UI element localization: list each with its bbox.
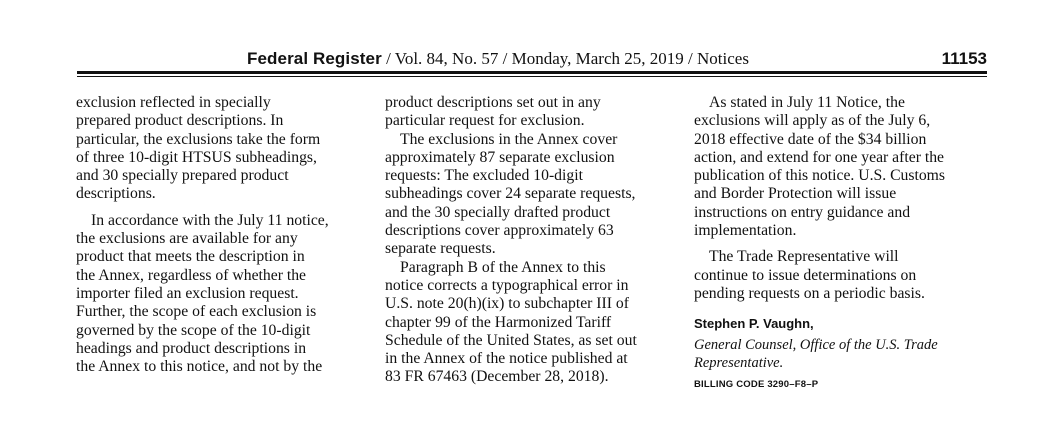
publication-name: Federal Register bbox=[247, 49, 382, 68]
text-line: in the Annex of the notice published at bbox=[385, 350, 628, 368]
running-header bbox=[77, 47, 987, 71]
text-line: The Trade Representative will bbox=[709, 248, 899, 266]
text-line: publication of this notice. U.S. Customs bbox=[694, 167, 945, 185]
paragraph bbox=[76, 212, 366, 377]
paragraph bbox=[694, 94, 986, 240]
text-line: Schedule of the United States, as set out bbox=[385, 331, 637, 349]
text-line: chapter 99 of the Harmonized Tariff bbox=[385, 313, 612, 331]
text-line: Paragraph B of the Annex to this bbox=[400, 258, 606, 276]
text-line: In accordance with the July 11 notice, bbox=[91, 211, 329, 229]
text-line: the Annex to this notice, and not by the bbox=[76, 358, 323, 376]
issue-date: Monday, March 25, 2019 bbox=[511, 49, 684, 68]
text-line: prepared product descriptions. In bbox=[76, 112, 284, 130]
page-number: 11153 bbox=[941, 49, 987, 68]
header-rule-thin bbox=[77, 76, 987, 77]
text-line: pending requests on a periodic basis. bbox=[694, 284, 925, 302]
text-line: 83 FR 67463 (December 28, 2018). bbox=[385, 368, 609, 386]
text-line: requests: The excluded 10-digit bbox=[385, 167, 583, 185]
text-line: product descriptions set out in any bbox=[385, 94, 601, 111]
text-line: descriptions cover approximately 63 bbox=[385, 222, 614, 240]
section-name: Notices bbox=[697, 49, 749, 68]
text-line: particular request for exclusion. bbox=[385, 112, 585, 130]
paragraph bbox=[694, 248, 986, 303]
text-line: exclusions will apply as of the July 6, bbox=[694, 112, 931, 130]
paragraph bbox=[385, 259, 680, 387]
billing-code: BILLING CODE 3290–F8–P bbox=[694, 379, 819, 391]
text-line: approximately 87 separate exclusion bbox=[385, 148, 615, 166]
text-column-3 bbox=[694, 94, 986, 392]
volume-info: Vol. 84, No. 57 bbox=[394, 49, 499, 68]
signatory-title-line: Representative. bbox=[694, 354, 784, 371]
text-line: exclusion reflected in specially bbox=[76, 94, 271, 111]
text-line: of three 10-digit HTSUS subheadings, bbox=[76, 148, 317, 166]
text-line: 2018 effective date of the $34 billion bbox=[694, 130, 927, 148]
paragraph bbox=[76, 94, 366, 204]
text-line: As stated in July 11 Notice, the bbox=[709, 94, 905, 111]
signatory-title-line: General Counsel, Office of the U.S. Trade bbox=[694, 337, 938, 354]
text-line: continue to issue determinations on bbox=[694, 266, 917, 284]
text-line: the exclusions are available for any bbox=[76, 230, 298, 248]
text-line: separate requests. bbox=[385, 240, 496, 258]
text-line: importer filed an exclusion request. bbox=[76, 284, 299, 302]
text-line: and Border Protection will issue bbox=[694, 185, 897, 203]
signatory-name: Stephen P. Vaughn, bbox=[694, 316, 814, 332]
paragraph bbox=[385, 131, 680, 259]
header-rule-thick bbox=[77, 71, 987, 74]
signatory-title bbox=[694, 337, 986, 372]
text-line: subheadings cover 24 separate requests, bbox=[385, 185, 636, 203]
text-line: headings and product descriptions in bbox=[76, 339, 307, 357]
text-line: governed by the scope of the 10-digit bbox=[76, 321, 311, 339]
text-line: Further, the scope of each exclusion is bbox=[76, 303, 317, 321]
text-line: and 30 specially prepared product bbox=[76, 167, 289, 185]
text-line: The exclusions in the Annex cover bbox=[400, 130, 618, 148]
text-line: U.S. note 20(h)(ix) to subchapter III of bbox=[385, 295, 629, 313]
header-title-line: Federal Register / Vol. 84, No. 57 / Monday, March 25, 2019 / Notices bbox=[247, 49, 749, 68]
text-line: instructions on entry guidance and bbox=[694, 203, 911, 221]
text-line: product that meets the description in bbox=[76, 248, 305, 266]
text-line: notice corrects a typographical error in bbox=[385, 276, 629, 294]
text-line: the Annex, regardless of whether the bbox=[76, 266, 307, 284]
text-column-2 bbox=[385, 94, 680, 387]
text-line: action, and extend for one year after the bbox=[694, 148, 945, 166]
text-line: particular, the exclusions take the form bbox=[76, 130, 321, 148]
text-column-1 bbox=[76, 94, 366, 384]
paragraph bbox=[385, 94, 680, 131]
text-line: descriptions. bbox=[76, 185, 156, 203]
text-line: implementation. bbox=[694, 222, 797, 240]
text-line: and the 30 specially drafted product bbox=[385, 203, 611, 221]
